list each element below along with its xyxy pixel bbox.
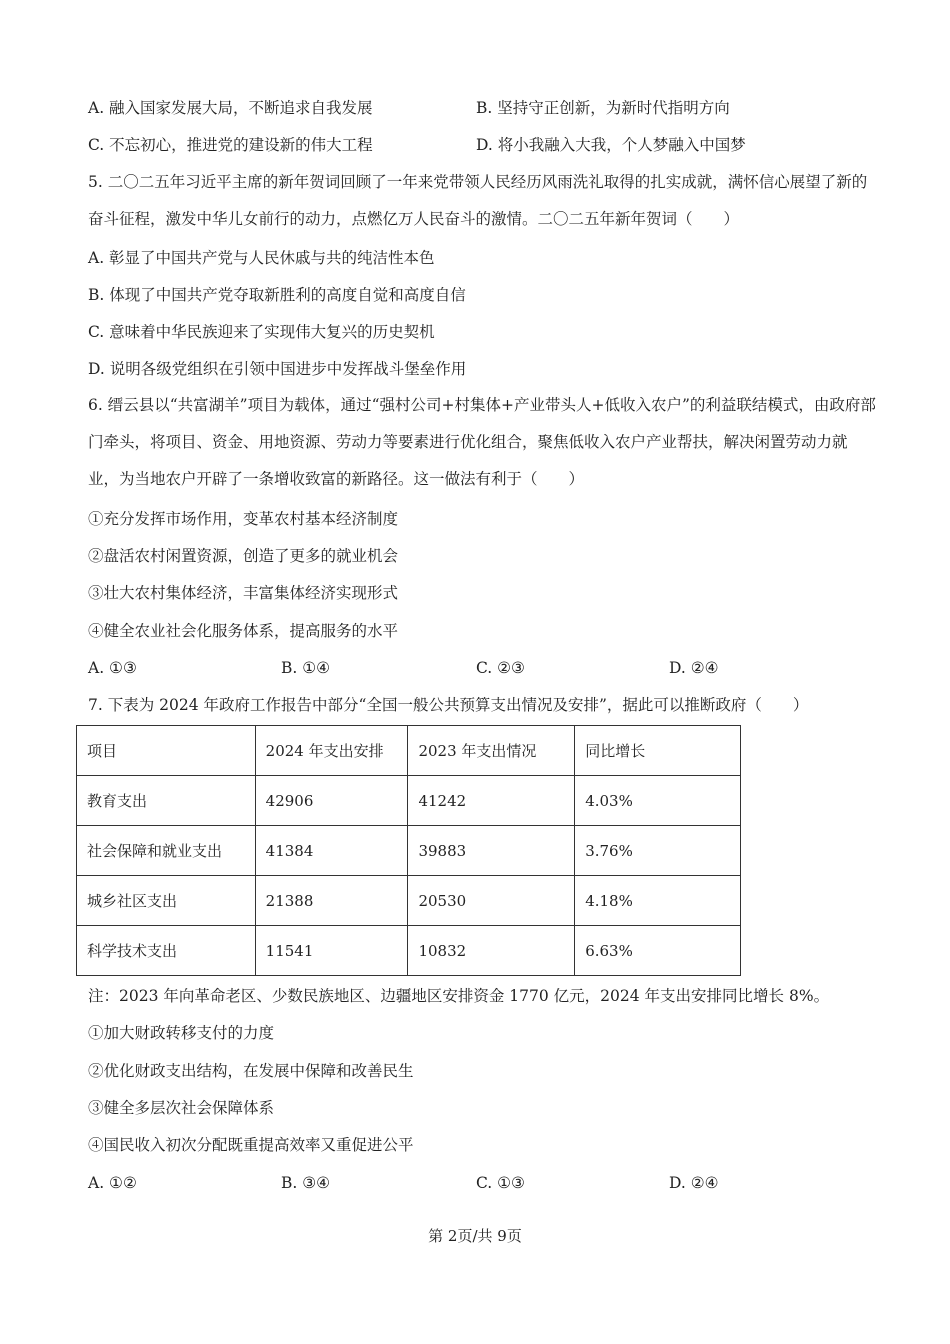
q6-item-1: ①充分发挥市场作用，变革农村基本经济制度: [88, 510, 399, 528]
q6-option-a: A. ①③: [88, 659, 137, 677]
table-row: [77, 776, 741, 826]
table-header-row: [77, 726, 741, 776]
table-row: [77, 826, 741, 876]
table-cell: 社会保障和就业支出: [77, 826, 256, 876]
table-cell: 城乡社区支出: [77, 876, 256, 926]
q7-stem: 7. 下表为 2024 年政府工作报告中部分“全国一般公共预算支出情况及安排”，据此可以推断政府（ ）: [88, 696, 809, 714]
table-cell: 11541: [255, 926, 408, 976]
budget-table: [76, 725, 741, 976]
table-cell: 41242: [408, 776, 575, 826]
q5-option-a: A. 彰显了中国共产党与人民休戚与共的纯洁性本色: [88, 249, 435, 267]
table-cell: 42906: [255, 776, 408, 826]
table-header-cell: 2023 年支出情况: [408, 726, 575, 776]
q5-option-d: D. 说明各级党组织在引领中国进步中发挥战斗堡垒作用: [88, 360, 467, 378]
q7-option-d: D. ②④: [669, 1174, 719, 1192]
q7-note: 注：2023 年向革命老区、少数民族地区、边疆地区安排资金 1770 亿元，2024 年支出安排同比增长 8%。: [88, 987, 830, 1005]
table-header-cell: 项目: [77, 726, 256, 776]
q7-option-b: B. ③④: [281, 1174, 331, 1192]
table-cell: 39883: [408, 826, 575, 876]
q6-item-3: ③壮大农村集体经济，丰富集体经济实现形式: [88, 584, 399, 602]
q7-item-3: ③健全多层次社会保障体系: [88, 1099, 275, 1117]
q7-item-2: ②优化财政支出结构，在发展中保障和改善民生: [88, 1062, 414, 1080]
q6-option-b: B. ①④: [281, 659, 331, 677]
table-cell: 41384: [255, 826, 408, 876]
table-cell: 10832: [408, 926, 575, 976]
table-cell: 3.76%: [575, 826, 741, 876]
q5-option-c: C. 意味着中华民族迎来了实现伟大复兴的历史契机: [88, 323, 435, 341]
q4-option-c: C. 不忘初心，推进党的建设新的伟大工程: [88, 136, 373, 154]
table-cell: 4.03%: [575, 776, 741, 826]
table-header-cell: 2024 年支出安排: [255, 726, 408, 776]
q6-item-2: ②盘活农村闲置资源，创造了更多的就业机会: [88, 547, 399, 565]
page-footer: 第 2页/共 9页: [428, 1227, 522, 1245]
q7-option-a: A. ①②: [88, 1174, 137, 1192]
table-cell: 6.63%: [575, 926, 741, 976]
table-cell: 20530: [408, 876, 575, 926]
q7-item-4: ④国民收入初次分配既重提高效率又重促进公平: [88, 1136, 414, 1154]
table-cell: 21388: [255, 876, 408, 926]
q5-stem: 5. 二〇二五年习近平主席的新年贺词回顾了一年来党带领人民经历风雨洗礼取得的扎实成就，满怀信心展望了新的奋斗征程，激发中华儿女前行的动力，点燃亿万人民奋斗的激情。二〇二五年新年贺词（ ）: [88, 173, 868, 228]
q7-option-c: C. ①③: [476, 1174, 525, 1192]
q7-item-1: ①加大财政转移支付的力度: [88, 1024, 275, 1042]
table-cell: 教育支出: [77, 776, 256, 826]
table-row: [77, 926, 741, 976]
q4-option-d: D. 将小我融入大我，个人梦融入中国梦: [476, 136, 746, 154]
table-row: [77, 876, 741, 926]
q4-option-b: B. 坚持守正创新，为新时代指明方向: [476, 99, 730, 117]
q5-option-b: B. 体现了中国共产党夺取新胜利的高度自觉和高度自信: [88, 286, 466, 304]
q6-option-d: D. ②④: [669, 659, 719, 677]
table-cell: 4.18%: [575, 876, 741, 926]
q6-item-4: ④健全农业社会化服务体系，提高服务的水平: [88, 622, 399, 640]
q6-option-c: C. ②③: [476, 659, 525, 677]
table-cell: 科学技术支出: [77, 926, 256, 976]
q4-option-a: A. 融入国家发展大局，不断追求自我发展: [88, 99, 373, 117]
table-header-cell: 同比增长: [575, 726, 741, 776]
q6-stem: 6. 缙云县以“共富湖羊”项目为载体，通过“强村公司+村集体+产业带头人+低收入农户”的利益联结模式，由政府部门牵头，将项目、资金、用地资源、劳动力等要素进行优化组合，聚焦低收入农户产业帮扶，解决闲置劳动力就业，为当地农户开辟了一条增收致富的新路径。这一做法有利于（ ）: [88, 396, 876, 488]
